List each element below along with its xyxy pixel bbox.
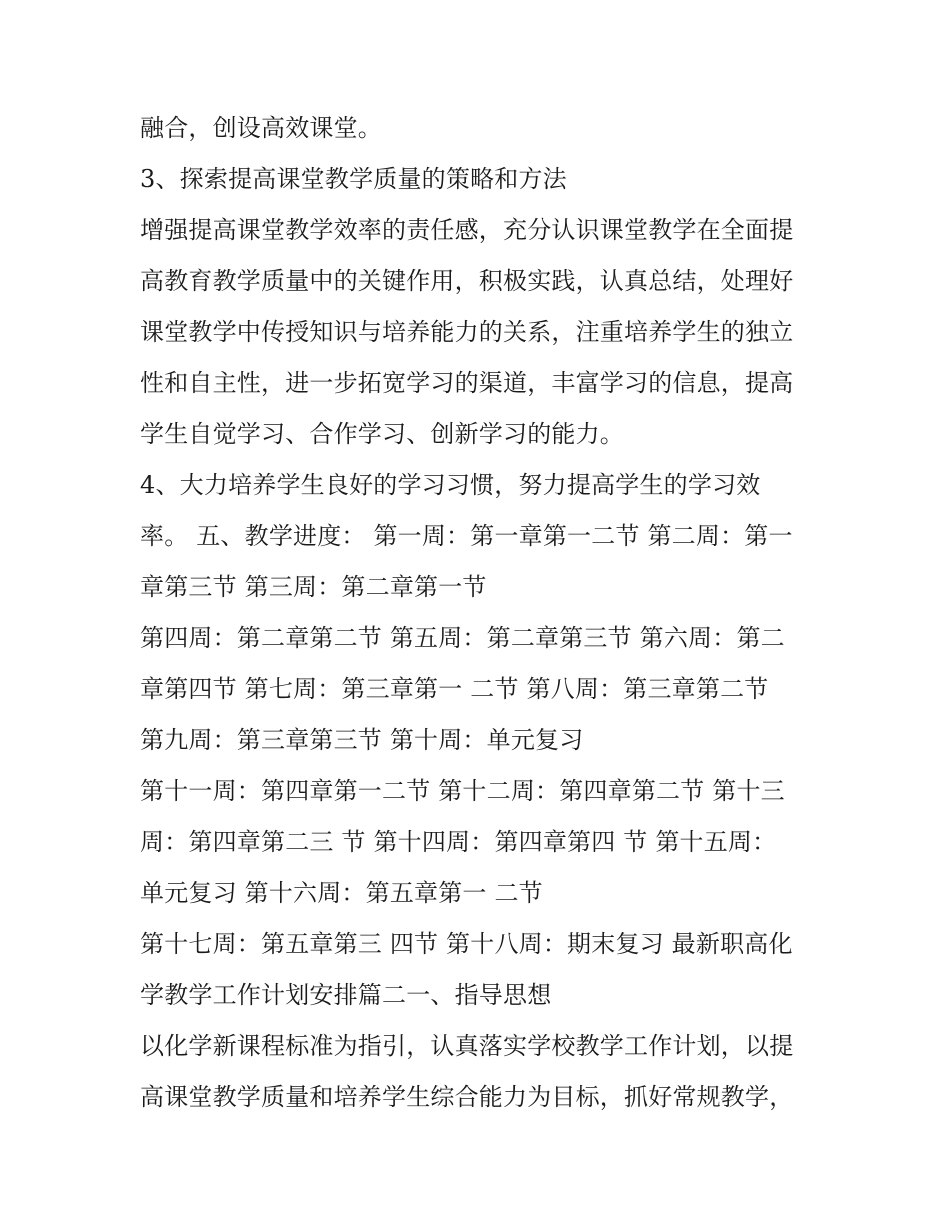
text-line: 融合，创设高效课堂。 <box>140 114 382 142</box>
text-line: 第四周：第二章第二节 第五周：第二章第三节 第六周：第二 <box>140 624 785 652</box>
text-line: 单元复习 第十六周：第五章第一 二节 <box>140 879 543 907</box>
text-line: 第十一周：第四章第一二节 第十二周：第四章第二节 第十三 <box>140 777 785 805</box>
text-line: 周：第四章第二三 节 第十四周：第四章第四 节 第十五周： <box>140 828 777 856</box>
text-line: 章第三节 第三周：第二章第一节 <box>140 573 487 601</box>
text-line: 率。 五、教学进度： 第一周：第一章第一二节 第二周：第一 <box>140 522 793 550</box>
text-line: 学生自觉学习、合作学习、创新学习的能力。 <box>140 420 624 448</box>
section-heading: 4、大力培养学生良好的学习习惯，努力提高学生的学习效 <box>140 471 761 499</box>
text-line: 课堂教学中传授知识与培养能力的关系，注重培养学生的独立 <box>140 318 794 346</box>
text-line: 以化学新课程标准为指引，认真落实学校教学工作计划，以提 <box>140 1032 794 1060</box>
text-line: 高教育教学质量中的关键作用，积极实践，认真总结，处理好 <box>140 267 794 295</box>
text-line: 章第四节 第七周：第三章第一 二节 第八周：第三章第二节 <box>140 675 769 703</box>
text-line: 增强提高课堂教学效率的责任感，充分认识课堂教学在全面提 <box>140 216 794 244</box>
document-body <box>140 103 830 1123</box>
text-line: 第九周：第三章第三节 第十周：单元复习 <box>140 726 584 754</box>
section-heading: 3、探索提高课堂教学质量的策略和方法 <box>140 165 567 193</box>
text-line: 高课堂教学质量和培养学生综合能力为目标，抓好常规教学， <box>140 1083 794 1111</box>
text-line: 学教学工作计划安排篇二一、指导思想 <box>140 981 552 1009</box>
text-line: 性和自主性，进一步拓宽学习的渠道，丰富学习的信息，提高 <box>140 369 794 397</box>
text-line: 第十七周：第五章第三 四节 第十八周：期末复习 最新职高化 <box>140 930 793 958</box>
